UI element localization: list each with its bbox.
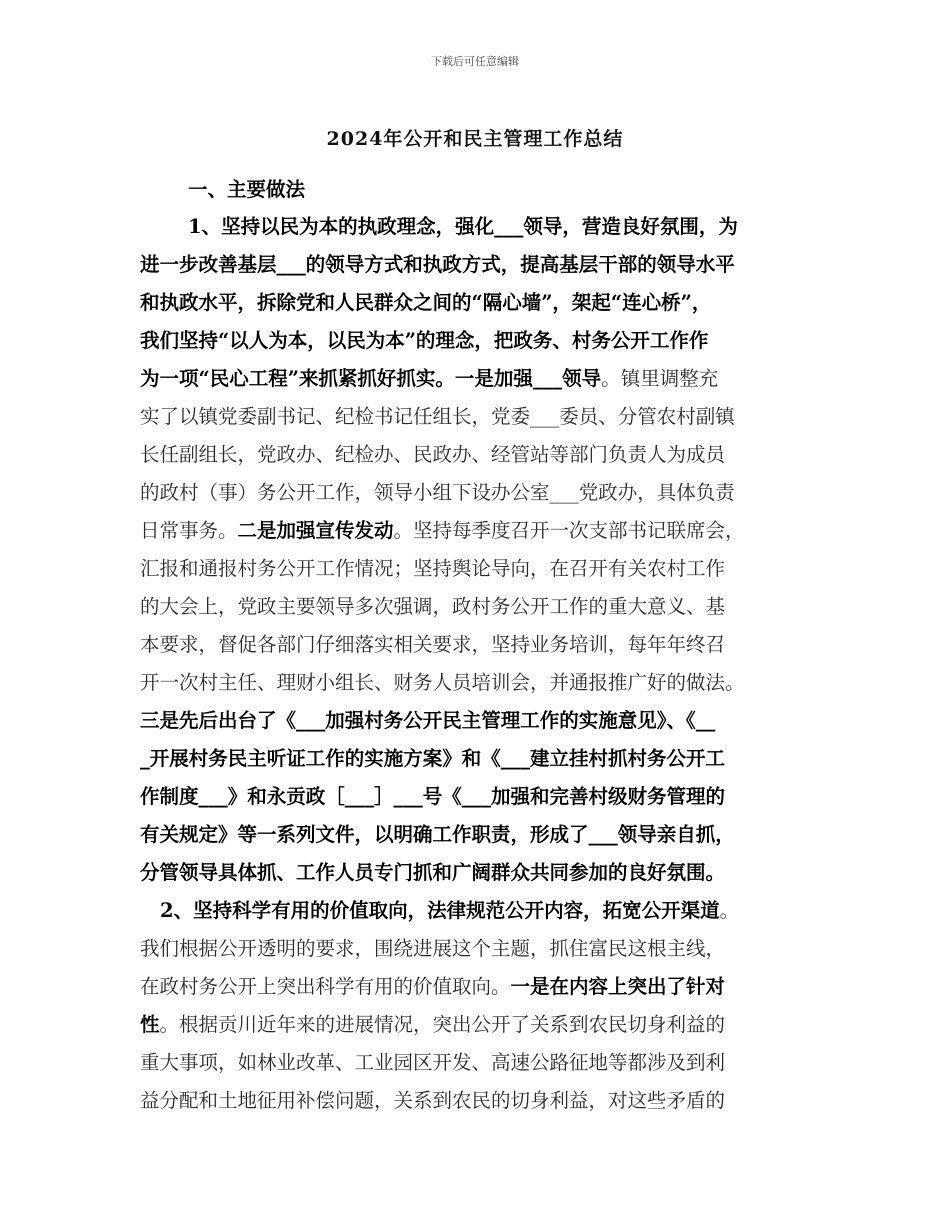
body-line xyxy=(140,820,735,850)
bold-text-run: 进一步改善基层___的领导方式和执政方式，提高基层干部的领导水平 xyxy=(140,253,735,276)
body-line xyxy=(140,668,745,698)
bold-text-run: 二是加强宣传发动 xyxy=(237,519,394,542)
body-line xyxy=(140,364,718,394)
text-run: 的大会上，党政主要领导多次强调，政村务公开工作的重大意义、基 xyxy=(140,595,726,618)
body-line xyxy=(140,554,725,584)
bold-text-run: 性 xyxy=(140,1013,160,1036)
text-run: 。 xyxy=(719,899,740,922)
body-line xyxy=(140,478,735,508)
text-run: 实了以镇党委副书记、纪检书记任组长，党委___委员、分管农村副镇 xyxy=(140,405,735,428)
text-run: 。坚持每季度召开一次支部书记联席会， xyxy=(393,519,745,542)
body-line xyxy=(160,896,739,926)
text-run: 日常事务。 xyxy=(140,519,238,542)
body-line xyxy=(140,1086,725,1116)
bold-text-run: 有关规定》等一系列文件，以明确工作职责，形成了___领导亲自抓， xyxy=(140,823,735,846)
bold-text-run: 一是在内容上突出了针对 xyxy=(510,975,726,998)
bold-text-run: 一、主要做法 xyxy=(188,178,306,201)
body-line xyxy=(140,1048,725,1078)
body-line xyxy=(140,706,715,736)
body-line xyxy=(140,250,735,280)
text-run: 汇报和通报村务公开工作情况；坚持舆论导向，在召开有关农村工作 xyxy=(140,557,726,580)
body-line xyxy=(188,212,738,242)
text-run: 的政村（事）务公开工作，领导小组下设办公室___党政办，具体负责 xyxy=(140,481,735,504)
bold-text-run: 分管领导具体抓、工作人员专门抓和广阔群众共同参加的良好氛围。 xyxy=(140,861,726,884)
body-line xyxy=(140,972,725,1002)
text-run: 。镇里调整充 xyxy=(601,367,719,390)
body-line xyxy=(140,402,735,432)
page-header-note: 下载后可任意编辑 xyxy=(431,55,519,68)
text-run: 益分配和土地征用补偿问题，关系到农民的切身利益，对这些矛盾的 xyxy=(140,1089,726,1112)
body-line xyxy=(140,1010,725,1040)
text-run: 长任副组长，党政办、纪检办、民政办、经管站等部门负责人为成员 xyxy=(140,443,726,466)
text-run: 重大事项，如林业改革、工业园区开发、高速公路征地等都涉及到利 xyxy=(140,1051,726,1074)
body-line xyxy=(140,934,725,964)
bold-text-run: 三是先后出台了《___加强村务公开民主管理工作的实施意见》、《__ xyxy=(140,709,716,732)
body-line xyxy=(140,630,725,660)
body-line xyxy=(140,744,725,774)
body-line xyxy=(140,858,725,888)
body-line xyxy=(140,592,725,622)
body-line xyxy=(140,516,745,546)
body-line xyxy=(188,175,305,205)
bold-text-run: 我们坚持“以人为本，以民为本”的理念，把政务、村务公开工作作 xyxy=(140,329,709,352)
bold-text-run: 和执政水平，拆除党和人民群众之间的“隔心墙”，架起“连心桥”， xyxy=(140,291,712,314)
body-line xyxy=(140,440,725,470)
text-run: 我们根据公开透明的要求，围绕进展这个主题，抓住富民这根主线， xyxy=(140,937,726,960)
text-run: 本要求，督促各部门仔细落实相关要求，坚持业务培训，每年年终召 xyxy=(140,633,726,656)
document-title: 2024年公开和民主管理工作总结 xyxy=(326,128,624,150)
bold-text-run: 为一项“民心工程”来抓紧抓好抓实。一是加强___领导 xyxy=(140,367,602,390)
text-run: 。根据贡川近年来的进展情况，突出公开了关系到农民切身利益的 xyxy=(159,1013,726,1036)
body-line xyxy=(140,326,708,356)
text-run: 在政村务公开上突出科学有用的价值取向。 xyxy=(140,975,511,998)
bold-text-run: 2、坚持科学有用的价值取向，法律规范公开内容，拓宽公开渠道 xyxy=(160,899,720,922)
bold-text-run: 作制度___》和永贡政［___］___号《___加强和完善村级财务管理的 xyxy=(140,785,726,808)
body-line xyxy=(140,782,725,812)
text-run: 开一次村主任、理财小组长、财务人员培训会，并通报推广好的做法。 xyxy=(140,671,745,694)
body-line xyxy=(140,288,711,318)
bold-text-run: _开展村务民主听证工作的实施方案》和《___建立挂村抓村务公开工 xyxy=(140,747,726,770)
bold-text-run: 1、坚持以民为本的执政理念，强化___领导，营造良好氛围，为 xyxy=(188,215,738,238)
